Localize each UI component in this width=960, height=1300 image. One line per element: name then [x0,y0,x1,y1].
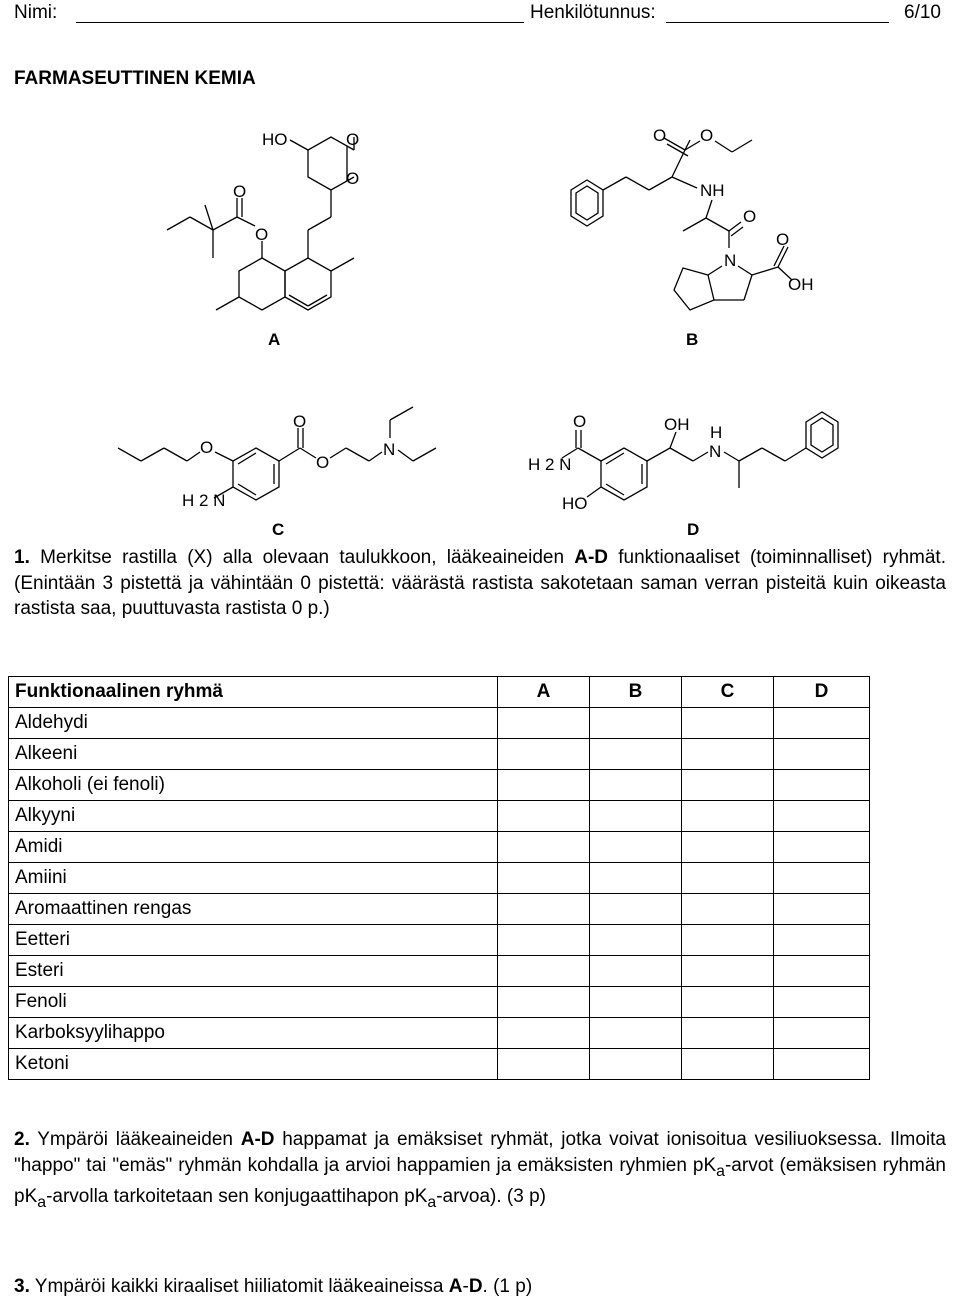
section-title: FARMASEUTTINEN KEMIA [14,68,256,89]
header-group: Funktionaalinen ryhmä [9,677,498,708]
group-name: Eetteri [9,925,498,956]
cell-b[interactable] [590,770,682,801]
cell-a[interactable] [498,739,590,770]
cell-d[interactable] [774,925,870,956]
d-h: H [710,423,723,442]
a-o-ring: O [346,169,360,188]
table-row [9,832,870,863]
structures-figure [0,0,960,560]
question-3: 3. Ympäröi kaikki kiraaliset hiiliatomit lääkeaineissa A-D. (1 p) [14,1276,533,1297]
table-row [9,770,870,801]
d-n: N [709,442,722,461]
table-row [9,708,870,739]
group-name: Alkoholi (ei fenoli) [9,770,498,801]
structure-b [571,126,814,310]
table-row [9,863,870,894]
cell-c[interactable] [682,708,774,739]
c-o3: O [316,453,330,472]
cell-d[interactable] [774,956,870,987]
structure-d [528,412,838,513]
b-nh: NH [700,181,725,200]
cell-a[interactable] [498,894,590,925]
cell-c[interactable] [682,1049,774,1080]
table-row [9,925,870,956]
structure-a [167,130,359,310]
cell-d[interactable] [774,832,870,863]
table-row [9,894,870,925]
cell-d[interactable] [774,708,870,739]
group-name: Ketoni [9,1049,498,1080]
header-a: A [498,677,590,708]
cell-c[interactable] [682,925,774,956]
table-row [9,739,870,770]
cell-b[interactable] [590,832,682,863]
question-1: 1. Merkitse rastilla (X) alla olevaan taulukkoon, lääkeaineiden A-D funktionaaliset (toiminnalliset) ryhmät. (Enintään 3 pistettä ja vähintään 0 pistettä: väärästä rastista sakotetaan saman verran pisteitä kuin oikeasta rastista saa, puuttuvasta rastista 0 p.) [14,547,946,620]
d-o: O [573,412,587,431]
cell-c[interactable] [682,956,774,987]
header-d: D [774,677,870,708]
a-o-carbonyl: O [233,182,247,201]
d-oh: OH [664,415,690,434]
cell-d[interactable] [774,863,870,894]
cell-c[interactable] [682,801,774,832]
a-ho: HO [262,130,288,149]
cell-c[interactable] [682,863,774,894]
group-name: Esteri [9,956,498,987]
cell-d[interactable] [774,1018,870,1049]
c-o1: O [200,438,214,457]
table-row [9,1018,870,1049]
b-o4: O [776,230,790,249]
cell-d[interactable] [774,739,870,770]
group-name: Karboksyylihappo [9,1018,498,1049]
cell-b[interactable] [590,894,682,925]
structure-label-d: D [687,520,700,539]
cell-c[interactable] [682,894,774,925]
cell-c[interactable] [682,832,774,863]
question-2: 2. Ympäröi lääkeaineiden A-D happamat ja emäksiset ryhmät, jotka voivat ionisoitua vesiliuoksessa. Ilmoita "happo" tai "emäs" ryhmän kohdalla ja arvioi happamien ja emäksisten ryhmien $pK_a$-arvot (emäksisen ryhmän $pK_a$-arvolla tarkoitetaan sen konjugaattihapon $pK_a-arvoa$). (3 p) [14,1129,946,1211]
cell-c[interactable] [682,770,774,801]
cell-b[interactable] [590,925,682,956]
cell-b[interactable] [590,801,682,832]
c-o2: O [293,412,307,431]
group-name: Fenoli [9,987,498,1018]
page-number: 6/10 [904,2,941,23]
group-name: Aldehydi [9,708,498,739]
b-o3: O [743,207,757,226]
c-h2n: H 2 N [182,491,226,510]
structure-c [118,407,436,510]
cell-d[interactable] [774,770,870,801]
cell-a[interactable] [498,1049,590,1080]
cell-d[interactable] [774,1049,870,1080]
cell-b[interactable] [590,708,682,739]
b-o2: O [700,126,714,145]
name-label: Nimi: [14,2,58,23]
cell-c[interactable] [682,739,774,770]
table-row [9,1049,870,1080]
cell-a[interactable] [498,832,590,863]
d-ho: HO [562,494,588,513]
group-name: Alkyyni [9,801,498,832]
cell-a[interactable] [498,925,590,956]
header-c: C [682,677,774,708]
b-o1: O [653,126,667,145]
cell-b[interactable] [590,863,682,894]
table-row [9,801,870,832]
cell-d[interactable] [774,894,870,925]
cell-b[interactable] [590,1049,682,1080]
cell-b[interactable] [590,956,682,987]
cell-a[interactable] [498,956,590,987]
d-h2n: H 2 N [528,455,572,474]
c-n: N [383,440,396,459]
cell-a[interactable] [498,987,590,1018]
a-o-ring-top: O [346,130,360,149]
table-header-row [9,677,870,708]
group-name: Amidi [9,832,498,863]
structure-label-b: B [686,330,699,349]
table-row [9,987,870,1018]
group-name: Amiini [9,863,498,894]
id-label: Henkilötunnus: [530,2,656,23]
structure-label-c: C [272,520,285,539]
structure-label-a: A [268,330,281,349]
b-n: N [724,251,737,270]
cell-a[interactable] [498,1018,590,1049]
b-oh: OH [788,275,814,294]
table-row [9,956,870,987]
cell-a[interactable] [498,770,590,801]
cell-c[interactable] [682,987,774,1018]
cell-a[interactable] [498,801,590,832]
cell-a[interactable] [498,708,590,739]
a-o-ester: O [255,225,269,244]
cell-b[interactable] [590,1018,682,1049]
cell-b[interactable] [590,987,682,1018]
cell-b[interactable] [590,739,682,770]
group-name: Alkeeni [9,739,498,770]
cell-d[interactable] [774,987,870,1018]
cell-d[interactable] [774,801,870,832]
cell-a[interactable] [498,863,590,894]
group-name: Aromaattinen rengas [9,894,498,925]
header-b: B [590,677,682,708]
functional-group-table [8,676,870,1080]
cell-c[interactable] [682,1018,774,1049]
